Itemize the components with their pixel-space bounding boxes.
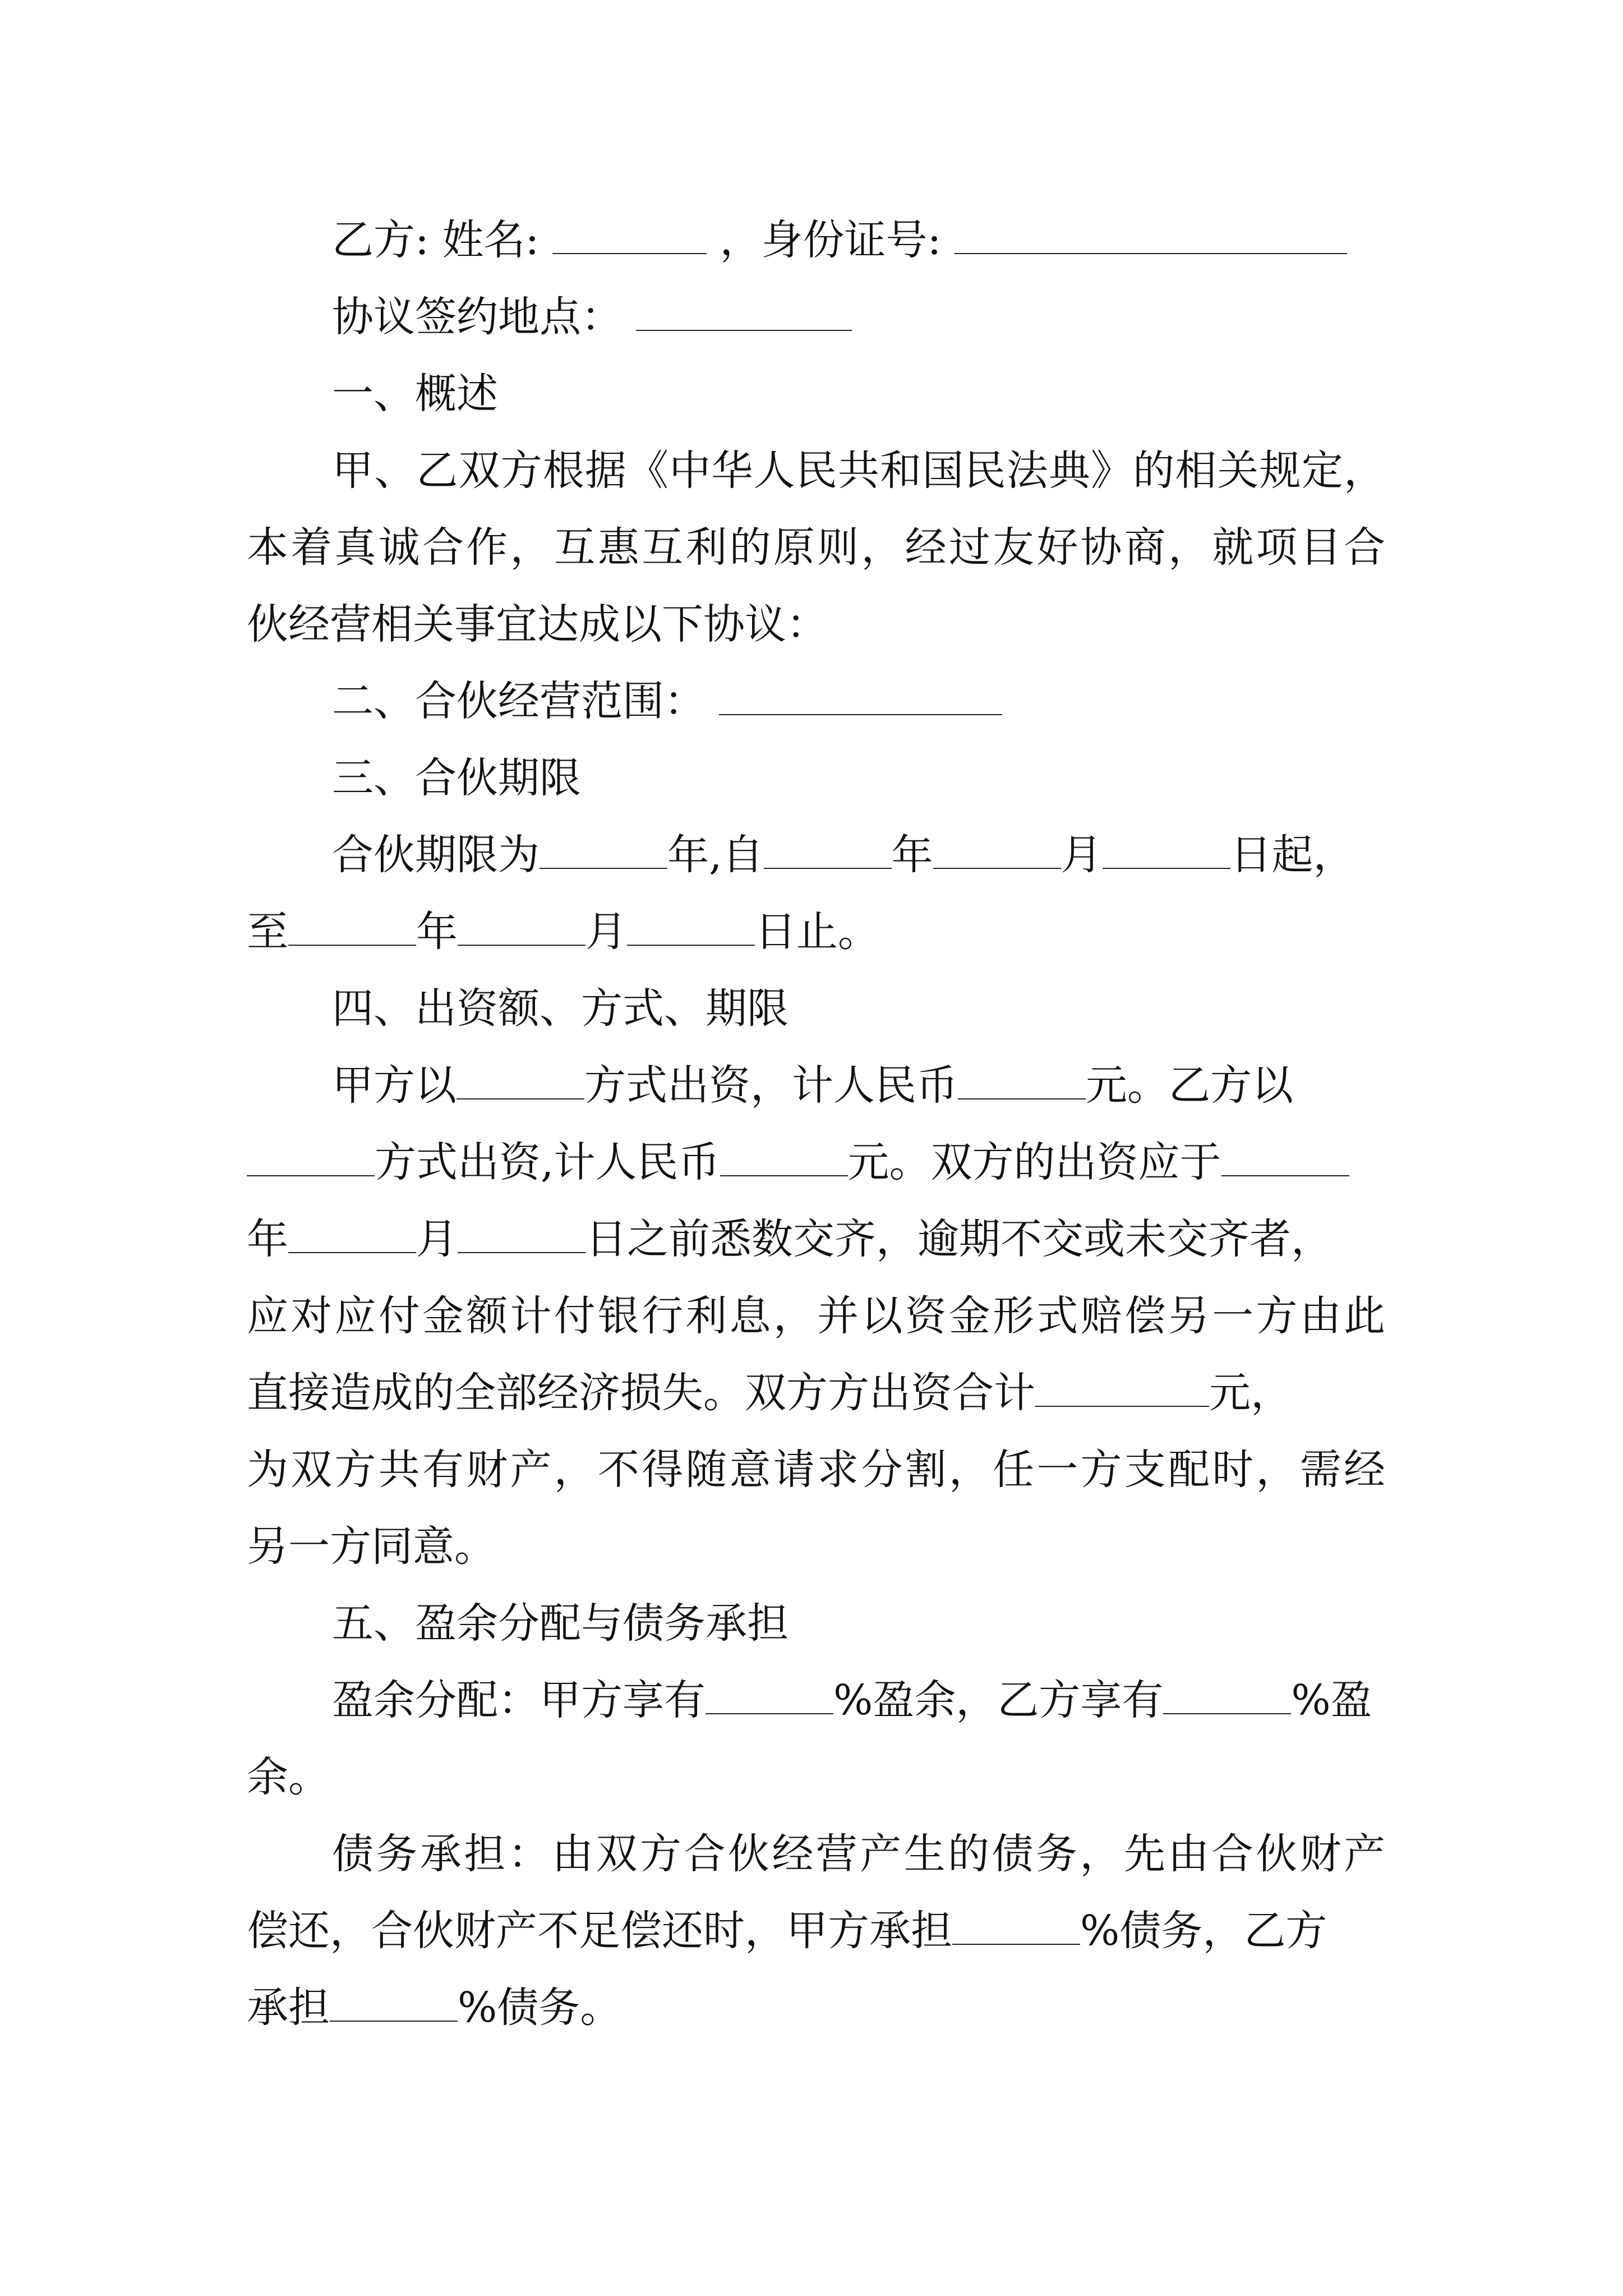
term-from-label: 年,自 [667, 831, 764, 879]
deadline-day-label: 日之前悉数交齐，逾期不交或未交齐者， [585, 1215, 1332, 1263]
party-b-profit-blank[interactable] [1163, 1674, 1291, 1714]
section-2-heading: 二、合伙经营范围： [332, 677, 706, 725]
signing-place-blank[interactable] [636, 291, 852, 331]
term-line-2 [247, 894, 1385, 970]
start-month-label: 月 [1061, 831, 1103, 879]
start-day-label: 日起， [1230, 831, 1355, 879]
party-a-profit-label: 盈余分配：甲方享有 [332, 1676, 706, 1724]
party-b-profit-label: %盈余，乙方享有 [833, 1676, 1164, 1724]
contribution-line-7: 另一方同意。 [247, 1522, 496, 1571]
deadline-month-label: 月 [416, 1215, 458, 1263]
section-1-heading: 一、概述 [332, 370, 498, 418]
section-4-heading: 四、出资额、方式、期限 [332, 984, 789, 1033]
party-a-debt-blank[interactable] [952, 1904, 1080, 1945]
deadline-label: 元。双方的出资应于 [847, 1138, 1221, 1186]
signing-place-label: 协议签约地点： [332, 293, 623, 341]
total-contribution-blank[interactable] [1035, 1366, 1209, 1407]
deadline-day-blank[interactable] [458, 1213, 585, 1253]
section-1-line-3: 伙经营相关事宜达成以下协议： [247, 600, 828, 648]
deadline-year-label: 年 [247, 1215, 288, 1263]
section-3-heading: 三、合伙期限 [332, 754, 581, 802]
deadline-month-blank[interactable] [288, 1213, 416, 1253]
end-month-label: 月 [585, 908, 627, 956]
contribution-line-6: 为双方共有财产，不得随意请求分割，任一方支配时，需经 [247, 1446, 1385, 1494]
section-5-heading: 五、盈余分配与债务承担 [332, 1599, 789, 1648]
party-b-debt-unit: %债务。 [458, 1984, 622, 2032]
contribution-line-2 [247, 1124, 1385, 1201]
profit-unit: %盈 [1291, 1676, 1372, 1724]
party-b-name-label: 乙方: 姓名: [332, 216, 540, 264]
party-b-debt-label: %债务，乙方 [1080, 1907, 1327, 1955]
party-b-name-blank[interactable] [552, 214, 707, 254]
start-month-blank[interactable] [933, 829, 1061, 869]
debt-line-1: 债务承担：由双方合伙经营产生的债务，先由合伙财产 [332, 1830, 1385, 1878]
end-year-blank[interactable] [288, 905, 416, 946]
party-a-debt-label: 偿还，合伙财产不足偿还时，甲方承担 [247, 1907, 952, 1955]
party-b-method-label: 元。乙方以 [1086, 1061, 1293, 1110]
term-line-1 [247, 817, 1385, 894]
end-day-label: 日止。 [755, 908, 879, 956]
end-year-label: 年 [416, 908, 458, 956]
party-b-debt-prefix: 承担 [247, 1984, 330, 2032]
party-b-line [247, 202, 1385, 279]
debt-line-2 [247, 1893, 1385, 1970]
deadline-year-blank[interactable] [1221, 1136, 1349, 1176]
start-day-blank[interactable] [1103, 829, 1230, 869]
signing-place-line [247, 279, 1385, 356]
party-a-amount-blank[interactable] [958, 1059, 1086, 1099]
contribution-line-5 [247, 1355, 1385, 1432]
start-year-blank[interactable] [764, 829, 892, 869]
section-2-heading-line [247, 663, 1385, 740]
profit-line-2: 余。 [247, 1753, 330, 1801]
debt-line-3 [247, 1970, 1385, 2046]
end-day-blank[interactable] [627, 905, 755, 946]
section-1-line-1: 甲、乙双方根据《中华人民共和国民法典》的相关规定， [332, 447, 1385, 495]
term-years-blank[interactable] [540, 829, 667, 869]
profit-line-1 [247, 1662, 1385, 1739]
end-to-label: 至 [247, 908, 288, 956]
contribution-line-3 [247, 1201, 1385, 1278]
contribution-line-4: 应对应付金额计付银行利息，并以资金形式赔偿另一方由此 [247, 1292, 1385, 1340]
contract-page [247, 202, 1385, 2046]
party-a-amount-label: 方式出资，计人民币 [584, 1061, 958, 1110]
total-contribution-label: 直接造成的全部经济损失。双方方出资合计 [247, 1369, 1035, 1417]
business-scope-blank[interactable] [719, 675, 1002, 715]
party-b-amount-blank[interactable] [720, 1136, 848, 1176]
start-year-label: 年 [891, 831, 933, 879]
party-a-profit-blank[interactable] [706, 1674, 833, 1714]
section-1-line-2: 本着真诚合作，互惠互利的原则，经过友好协商，就项目合 [247, 523, 1385, 572]
party-a-method-blank[interactable] [457, 1059, 584, 1099]
contribution-line-1 [247, 1047, 1385, 1124]
party-b-amount-label: 方式出资,计人民币 [375, 1138, 720, 1186]
party-b-id-label: ，身份证号: [720, 216, 942, 264]
term-label: 合伙期限为 [332, 831, 540, 879]
party-b-debt-blank[interactable] [330, 1981, 458, 2022]
party-b-method-blank[interactable] [247, 1136, 375, 1176]
end-month-blank[interactable] [458, 905, 585, 946]
party-b-id-blank[interactable] [955, 214, 1347, 254]
party-a-method-label: 甲方以 [332, 1061, 457, 1110]
total-contribution-unit: 元， [1209, 1369, 1292, 1417]
